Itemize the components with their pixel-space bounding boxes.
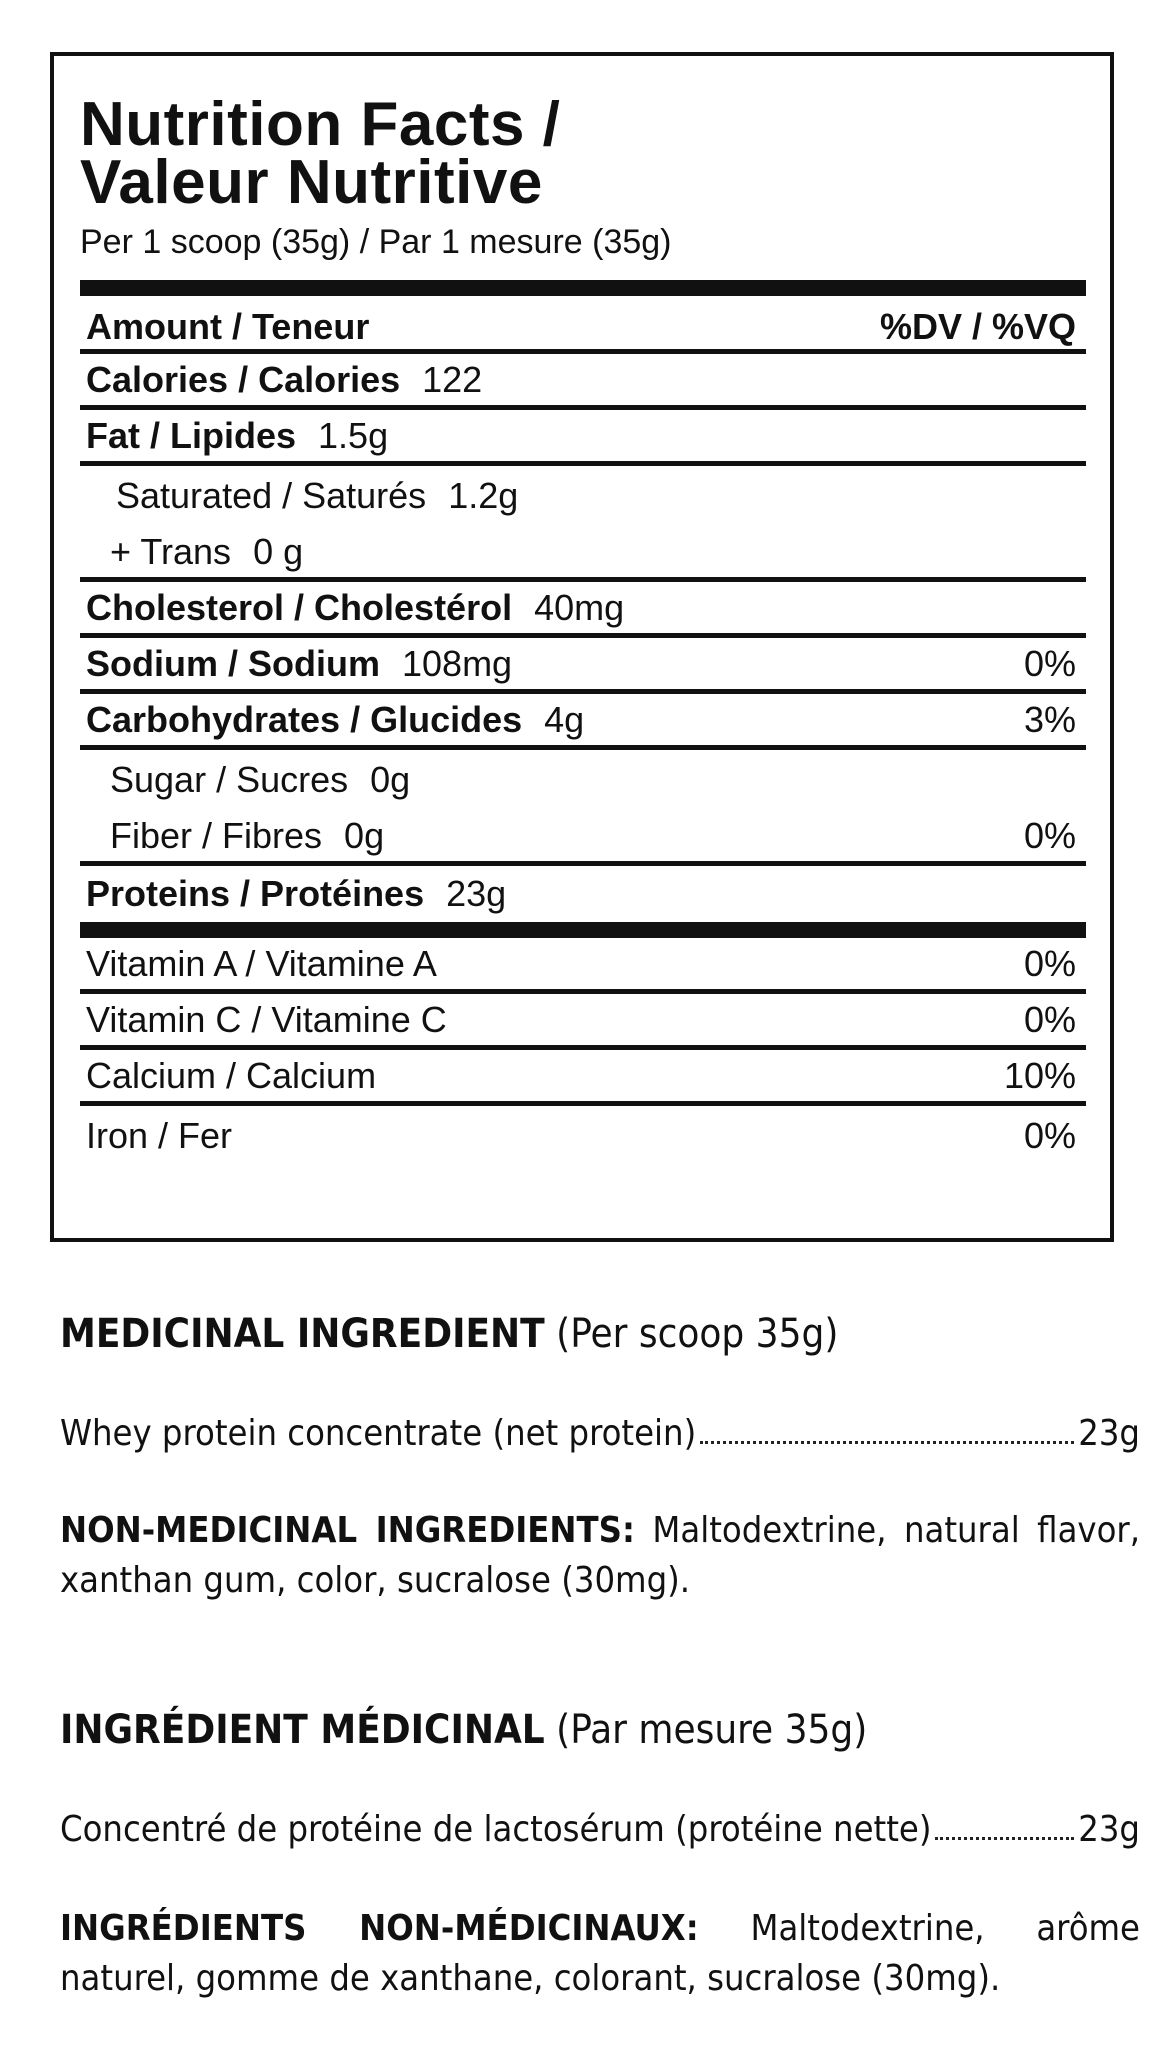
thick-divider-top bbox=[80, 280, 1086, 296]
dot-leader bbox=[700, 1440, 1074, 1444]
ingredient-list: Maltodextrine, natural flavor, xanthan gum, color, sucralose (30mg). bbox=[60, 1510, 1140, 1601]
nutrient-amount: 122 bbox=[422, 358, 483, 400]
section-subheading: (Per scoop 35g) bbox=[556, 1311, 839, 1357]
serving-size: Per 1 scoop (35g) / Par 1 mesure (35g) bbox=[80, 223, 672, 261]
dv-header: %DV / %VQ bbox=[879, 305, 1076, 347]
nutrient-row-proteins bbox=[80, 866, 1086, 922]
ingredient-name: Whey protein concentrate (net protein) bbox=[60, 1413, 697, 1454]
nutrient-dv: 0% bbox=[1023, 642, 1076, 684]
ingredient-name: Concentré de protéine de lactosérum (protéine nette) bbox=[60, 1809, 932, 1850]
thick-divider-vitamins bbox=[80, 922, 1086, 938]
nutrient-amount: 23g bbox=[446, 873, 507, 914]
amount-header-row bbox=[80, 296, 1086, 354]
vitamin-label: Calcium / Calcium bbox=[86, 1054, 377, 1096]
section-subheading: (Par mesure 35g) bbox=[556, 1707, 868, 1753]
nutrient-label: Calories / Calories bbox=[86, 358, 401, 400]
nutrient-row-fat bbox=[80, 410, 1086, 466]
medicinal-ingredient-heading-en bbox=[60, 1310, 1140, 1358]
nutrient-amount: 108mg bbox=[402, 642, 513, 684]
vitamin-label: Vitamin A / Vitamine A bbox=[86, 942, 437, 984]
section-heading: INGRÉDIENT MÉDICINAL bbox=[60, 1707, 545, 1753]
nutrient-dv: 0% bbox=[1023, 814, 1076, 856]
ingredient-amount: 23g bbox=[1078, 1413, 1140, 1454]
nutrient-row-saturated bbox=[80, 466, 1086, 526]
nutrient-row-sodium bbox=[80, 638, 1086, 694]
vitamin-label: Vitamin C / Vitamine C bbox=[86, 998, 447, 1040]
nutrient-label: Sodium / Sodium bbox=[86, 642, 380, 684]
panel-title-line-2: Valeur Nutritive bbox=[80, 148, 543, 217]
nutrient-amount: 0 g bbox=[253, 530, 304, 572]
nutrient-amount: 1.5g bbox=[318, 414, 389, 456]
vitamin-dv: 0% bbox=[1023, 998, 1076, 1040]
nutrient-label: Saturated / Saturés bbox=[116, 475, 427, 516]
panel-title-line-1: Nutrition Facts / bbox=[80, 90, 561, 159]
nutrient-dv: 3% bbox=[1023, 698, 1076, 740]
vitamin-row-a bbox=[80, 938, 1086, 994]
vitamin-row-iron bbox=[80, 1106, 1086, 1166]
nutrient-amount: 0g bbox=[344, 814, 385, 856]
nutrition-facts-panel bbox=[50, 52, 1114, 1242]
nutrient-row-sugar bbox=[80, 750, 1086, 810]
non-medicinal-ingredients-en bbox=[60, 1506, 1140, 1606]
nutrition-facts-content bbox=[80, 90, 1086, 1166]
nutrient-amount: 0g bbox=[370, 759, 411, 800]
vitamin-row-c bbox=[80, 994, 1086, 1050]
nutrient-amount: 1.2g bbox=[448, 475, 519, 516]
nutrient-row-calories bbox=[80, 354, 1086, 410]
vitamin-row-calcium bbox=[80, 1050, 1086, 1106]
medicinal-ingredient-line-en bbox=[60, 1412, 1140, 1456]
dot-leader bbox=[935, 1836, 1074, 1840]
nutrient-label: Sugar / Sucres bbox=[110, 759, 349, 800]
nutrient-row-trans bbox=[80, 526, 1086, 582]
non-medicinal-ingredients-fr bbox=[60, 1904, 1140, 2004]
vitamin-dv: 0% bbox=[1023, 942, 1076, 984]
nutrient-label: Fat / Lipides bbox=[86, 414, 297, 456]
nutrient-amount: 40mg bbox=[534, 586, 625, 628]
nutrient-row-carbohydrates bbox=[80, 694, 1086, 750]
nutrient-label: + Trans bbox=[110, 530, 232, 572]
section-heading: NON-MEDICINAL INGREDIENTS: bbox=[60, 1510, 635, 1551]
nutrient-label: Carbohydrates / Glucides bbox=[86, 698, 523, 740]
section-heading: INGRÉDIENTS NON-MÉDICINAUX: bbox=[60, 1908, 699, 1949]
nutrient-label: Cholesterol / Cholestérol bbox=[86, 586, 513, 628]
section-heading: MEDICINAL INGREDIENT bbox=[60, 1311, 545, 1357]
vitamin-label: Iron / Fer bbox=[86, 1115, 233, 1156]
nutrient-label: Proteins / Protéines bbox=[86, 873, 425, 914]
nutrient-amount: 4g bbox=[544, 698, 585, 740]
vitamin-dv: 10% bbox=[1003, 1054, 1076, 1096]
ingredient-amount: 23g bbox=[1078, 1809, 1140, 1850]
nutrient-label: Fiber / Fibres bbox=[110, 814, 323, 856]
ingredient-list: Maltodextrine, arôme naturel, gomme de xanthane, colorant, sucralose (30mg). bbox=[60, 1908, 1140, 1999]
nutrient-row-fiber bbox=[80, 810, 1086, 866]
medicinal-ingredient-line-fr bbox=[60, 1808, 1140, 1852]
medicinal-ingredient-heading-fr bbox=[60, 1706, 1140, 1754]
amount-header: Amount / Teneur bbox=[86, 305, 370, 347]
nutrient-row-cholesterol bbox=[80, 582, 1086, 638]
vitamin-dv: 0% bbox=[1023, 1115, 1076, 1156]
